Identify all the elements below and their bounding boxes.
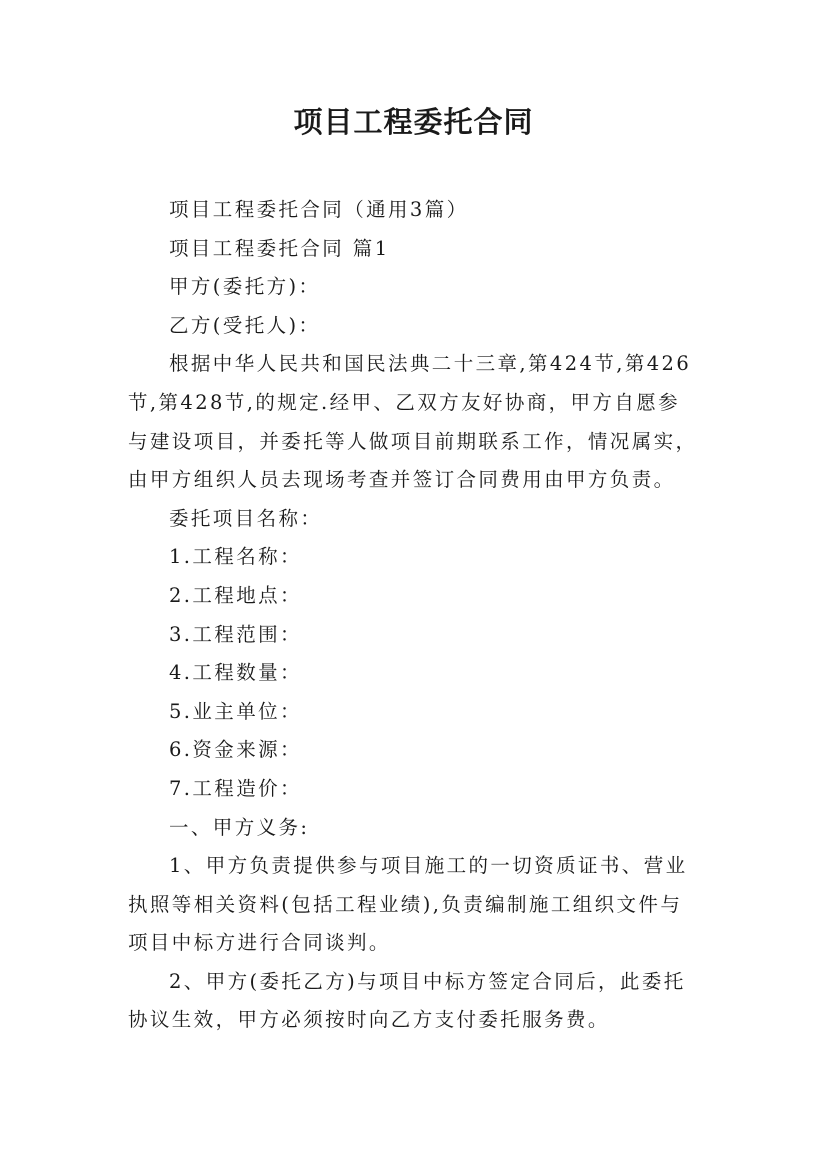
text-line: 一、甲方义务:	[169, 815, 310, 839]
text-line: 项目工程委托合同（通用3篇）	[169, 198, 469, 221]
text-line: 3.工程范围：	[169, 622, 302, 646]
text-line: 7.工程造价：	[169, 776, 302, 800]
text-line: 由甲方组织人员去现场考查并签订合同费用由甲方负责。	[128, 468, 676, 492]
text-line: 执照等相关资料(包括工程业绩),负责编制施工组织文件与	[128, 892, 683, 916]
text-line: 2、甲方(委托乙方)与项目中标方签定合同后，此委托	[169, 969, 686, 993]
text-line: 项目工程委托合同 篇1	[169, 236, 390, 260]
text-line: 协议生效，甲方必须按时向乙方支付委托服务费。	[128, 1008, 610, 1032]
text-line: 1.工程名称：	[169, 545, 302, 569]
document-title: 项目工程委托合同	[293, 105, 534, 139]
text-line: 根据中华人民共和国民法典二十三章,第424节,第426	[169, 352, 692, 376]
text-line: 2.工程地点：	[169, 583, 302, 607]
text-line: 5.业主单位：	[169, 699, 302, 723]
text-line: 节,第428节,的规定.经甲、乙双方友好协商，甲方自愿参	[128, 390, 681, 414]
text-line: 甲方(委托方)：	[169, 275, 321, 299]
text-line: 与建设项目，并委托等人做项目前期联系工作，情况属实，	[128, 429, 698, 453]
text-line: 委托项目名称：	[169, 506, 323, 530]
document-body	[128, 191, 720, 1040]
text-line: 乙方(受托人)：	[169, 313, 321, 337]
text-line: 1、甲方负责提供参与项目施工的一切资质证书、营业	[169, 854, 688, 878]
text-line: 6.资金来源：	[169, 738, 302, 762]
text-line: 项目中标方进行合同谈判。	[128, 931, 391, 955]
text-line: 4.工程数量：	[169, 661, 302, 685]
